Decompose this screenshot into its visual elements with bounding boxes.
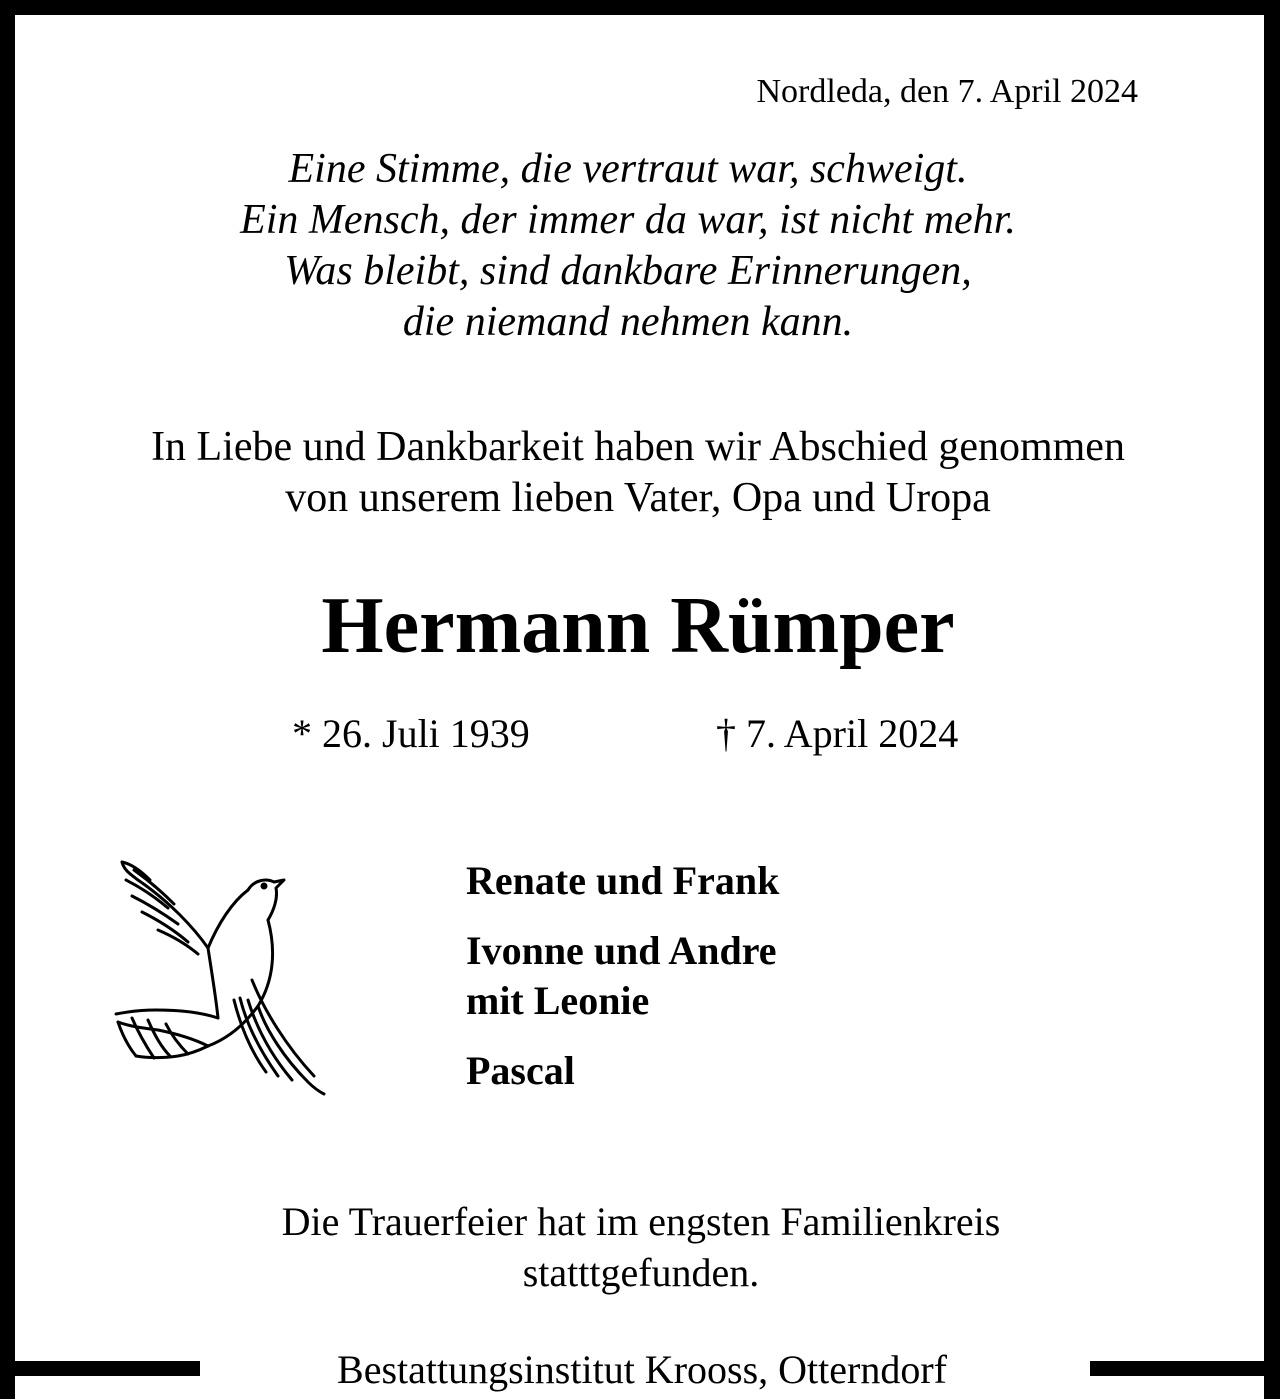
ceremony-line: statttgefunden. <box>522 1250 760 1295</box>
ceremony-note <box>0 1196 1280 1298</box>
dove-icon <box>108 850 338 1100</box>
family-entry-line: Pascal <box>466 1048 575 1093</box>
ceremony-line: Die Trauerfeier hat im engsten Familienkreis <box>281 1199 1001 1244</box>
poem-line: Eine Stimme, die vertraut war, schweigt. <box>288 146 968 192</box>
birth-date: * 26. Juli 1939 <box>292 711 530 756</box>
intro-line: In Liebe und Dankbarkeit haben wir Abschied genommen <box>151 424 1125 470</box>
family-entry <box>466 856 779 906</box>
poem-line: Was bleibt, sind dankbare Erinnerungen, <box>284 248 972 294</box>
poem-line: Ein Mensch, der immer da war, ist nicht mehr. <box>240 197 1016 243</box>
undertaker-credit: Bestattungsinstitut Krooss, Otterndorf <box>337 1347 947 1392</box>
family-list <box>466 856 779 1116</box>
family-entry-line: mit Leonie <box>466 978 650 1023</box>
poem-line: die niemand nehmen kann. <box>402 299 854 345</box>
family-entry <box>466 1046 779 1096</box>
frame-border-right <box>1264 0 1280 1399</box>
deceased-name: Hermann Rümper <box>321 582 955 670</box>
frame-border-top <box>0 0 1280 15</box>
intro-line: von unserem lieben Vater, Opa und Uropa <box>285 475 991 521</box>
death-date: † 7. April 2024 <box>716 711 959 756</box>
family-entry-line: Renate und Frank <box>466 858 780 903</box>
family-entry <box>466 926 779 1026</box>
family-entry-line: Ivonne und Andre <box>466 928 777 973</box>
place-date: Nordleda, den 7. April 2024 <box>756 73 1138 110</box>
intro-text <box>0 422 1276 524</box>
poem <box>0 144 1256 348</box>
